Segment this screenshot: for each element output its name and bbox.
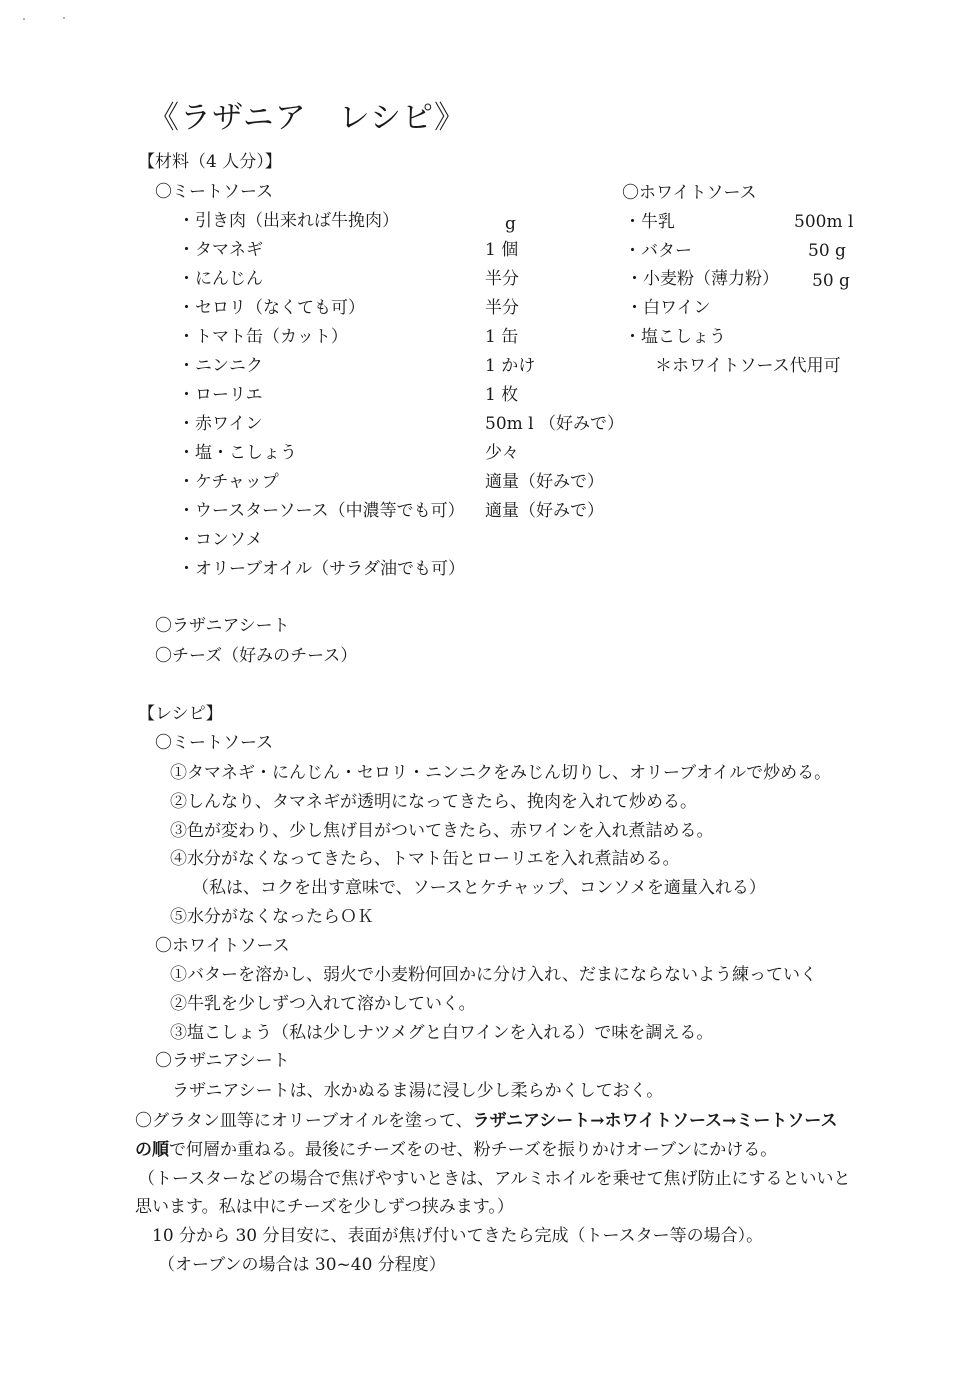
ingredient-amount: 少々 xyxy=(485,443,519,463)
recipe-step-note: （私は、コクを出す意味で、ソースとケチャップ、コンソメを適量入れる） xyxy=(192,878,766,898)
recipe-lasagna-sheet-heading: 〇ラザニアシート xyxy=(155,1051,290,1071)
lasagna-sheet-material: 〇ラザニアシート xyxy=(155,616,290,636)
recipe-lasagna-sheet-text: ラザニアシートは、水かぬるま湯に浸し少し柔らかくしておく。 xyxy=(172,1081,664,1101)
ingredient-name: ・ローリエ xyxy=(178,385,263,405)
assembly-text: 〇グラタン皿等にオリーブオイルを塗って、 xyxy=(135,1111,473,1131)
layer-order-emphasis: ラザニアシート→ホワイトソース→ミートソース xyxy=(472,1111,838,1131)
ingredient-name: ・ニンニク xyxy=(178,356,263,376)
ingredient-name: ・タマネギ xyxy=(178,240,263,260)
ingredient-amount: 50 g xyxy=(808,241,846,261)
ingredient-name: ・バター xyxy=(624,241,692,261)
recipe-step: ③塩こしょう（私は少しナツメグと白ワインを入れる）で味を調える。 xyxy=(170,1023,714,1043)
ingredient-name: ・小麦粉（薄力粉） xyxy=(626,269,779,289)
recipe-meat-sauce-heading: 〇ミートソース xyxy=(155,733,274,753)
ingredient-amount: 1 枚 xyxy=(485,385,519,405)
recipe-step: ②牛乳を少しずつ入れて溶かしていく。 xyxy=(170,994,476,1014)
ingredient-name: ・引き肉（出来れば牛挽肉） xyxy=(178,211,399,231)
ingredient-name: ・赤ワイン xyxy=(178,414,263,434)
recipe-heading: 【レシピ】 xyxy=(138,704,223,724)
recipe-step: ①タマネギ・にんじん・セロリ・ニンニクをみじん切りし、オリーブオイルで炒める。 xyxy=(170,763,832,783)
recipe-white-sauce-heading: 〇ホワイトソース xyxy=(155,936,290,956)
recipe-step: ③色が変わり、少し焦げ目がついてきたら、赤ワインを入れ煮詰める。 xyxy=(170,821,714,841)
ingredient-name: ・オリーブオイル（サラダ油でも可） xyxy=(178,559,465,579)
assembly-note: 思います。私は中にチーズを少しずつ挟みます。） xyxy=(135,1197,514,1217)
ingredient-amount: 適量（好みで） xyxy=(485,501,604,521)
ingredient-amount: 1 個 xyxy=(485,240,519,260)
ingredient-name: ・セロリ（なくても可） xyxy=(178,298,365,318)
ingredient-name: ・白ワイン xyxy=(626,298,711,318)
meat-sauce-heading: 〇ミートソース xyxy=(155,182,274,202)
ingredient-name: ・にんじん xyxy=(178,269,263,289)
ingredient-name: ・塩こしょう xyxy=(624,327,726,347)
recipe-step: ②しんなり、タマネギが透明になってきたら、挽肉を入れて炒める。 xyxy=(170,792,697,812)
ingredient-amount: 半分 xyxy=(485,269,519,289)
ingredient-amount: 1 かけ xyxy=(485,356,536,376)
ingredient-amount: 1 缶 xyxy=(485,327,519,347)
materials-heading: 【材料（4 人分）】 xyxy=(138,152,282,172)
recipe-step: ④水分がなくなってきたら、トマト缶とローリエを入れ煮詰める。 xyxy=(170,849,680,869)
cheese-material: 〇チーズ（好みのチース） xyxy=(155,646,358,666)
ingredient-amount: 50m l （好みで） xyxy=(485,414,624,434)
ingredient-name: ・牛乳 xyxy=(624,212,675,232)
assembly-line xyxy=(135,1139,777,1161)
ingredient-amount: 適量（好みで） xyxy=(485,472,604,492)
ingredient-name: ・ウースターソース（中濃等でも可） xyxy=(178,501,465,521)
layer-order-emphasis: の順 xyxy=(135,1140,169,1160)
white-sauce-note: ＊ホワイトソース代用可 xyxy=(655,356,841,376)
recipe-step: ①バターを溶かし、弱火で小麦粉何回かに分け入れ、だまにならないよう練っていく xyxy=(170,965,818,985)
baking-time: 10 分から 30 分目安に、表面が焦げ付いてきたら完成（トースター等の場合）。 xyxy=(152,1226,764,1246)
ingredient-name: ・トマト缶（カット） xyxy=(178,327,348,347)
scan-speck xyxy=(23,18,25,20)
ingredient-name: ・塩・こしょう xyxy=(178,443,297,463)
ingredient-amount: 50 g xyxy=(812,271,850,291)
scan-speck xyxy=(63,17,65,19)
page-title: 《ラザニア レシピ》 xyxy=(148,100,466,136)
assembly-text: で何層か重ねる。最後にチーズをのせ、粉チーズを振りかけオーブンにかける。 xyxy=(169,1140,778,1160)
oven-time-note: （オーブンの場合は 30~40 分程度） xyxy=(158,1255,446,1275)
assembly-line xyxy=(135,1110,838,1132)
ingredient-amount: 500m l xyxy=(794,212,854,232)
white-sauce-heading: 〇ホワイトソース xyxy=(622,183,757,203)
recipe-step: ⑤水分がなくなったらＯＫ xyxy=(170,907,374,927)
ingredient-amount: g xyxy=(505,214,516,234)
ingredient-name: ・ケチャップ xyxy=(178,472,279,492)
ingredient-amount: 半分 xyxy=(485,298,519,318)
assembly-note: （トースターなどの場合で焦げやすいときは、アルミホイルを乗せて焦げ防止にするといいと xyxy=(138,1169,851,1189)
ingredient-name: ・コンソメ xyxy=(178,530,263,550)
